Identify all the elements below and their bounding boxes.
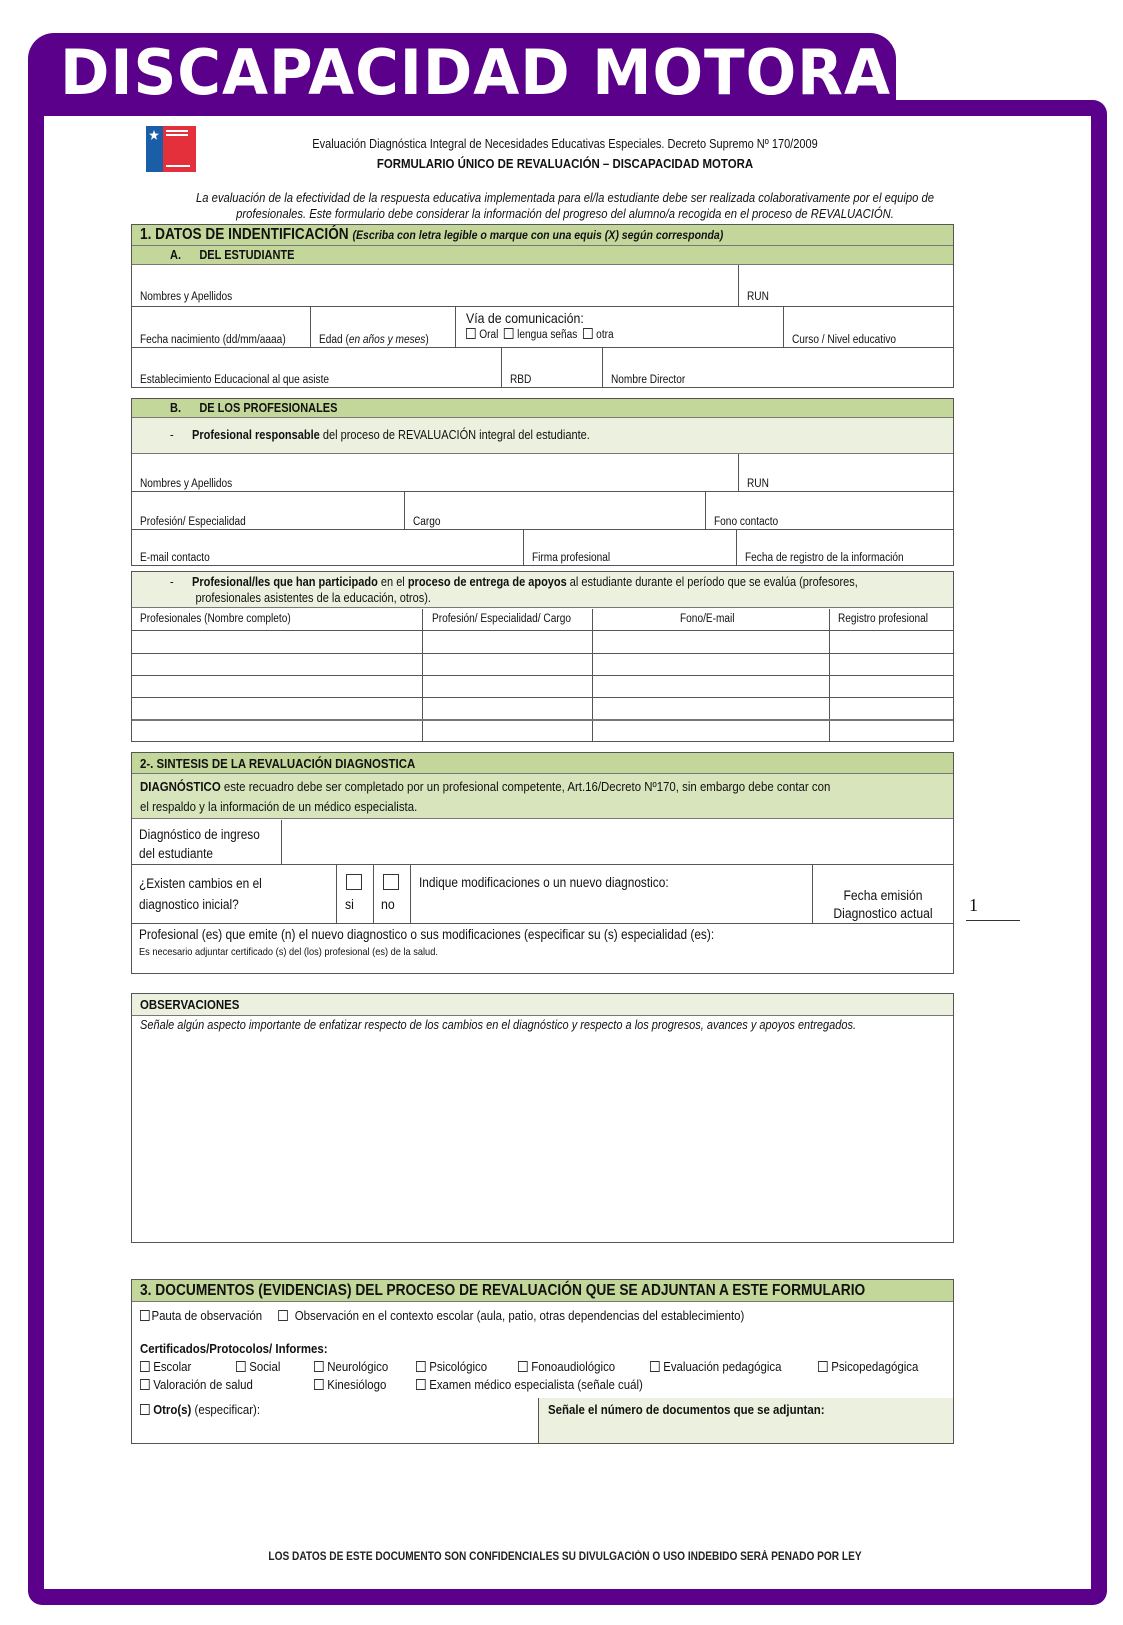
cert-label: Evaluación pedagógica xyxy=(663,1359,782,1374)
student-run-field[interactable] xyxy=(739,265,953,306)
cert-label: Psicopedagógica xyxy=(831,1359,919,1374)
prof-email-field[interactable] xyxy=(132,530,523,565)
prof-name-label: Nombres y Apellidos xyxy=(140,478,233,490)
divider xyxy=(132,630,953,631)
director-label: Nombre Director xyxy=(611,374,686,386)
otros-rest: (especificar): xyxy=(191,1402,261,1417)
cambios-line-1: ¿Existen cambios en el xyxy=(139,876,262,891)
diagnostic-text-1: este recuadro debe ser completado por un profesional competente, Art.16/Decreto Nº170, sin embargo debe contar con xyxy=(220,779,831,794)
responsable-text xyxy=(170,428,590,442)
professional-section xyxy=(131,398,954,566)
rbd-label: RBD xyxy=(510,374,532,386)
age-label-suffix: ) xyxy=(425,334,429,346)
prof-signature-field[interactable] xyxy=(524,530,736,565)
column-header: Registro profesional xyxy=(838,613,929,625)
cert-evaluacion-pedagogica[interactable] xyxy=(650,1359,782,1374)
student-name-label: Nombres y Apellidos xyxy=(140,291,233,303)
participants-mid: en el xyxy=(377,575,408,589)
pauta-label: Pauta de observación xyxy=(151,1308,263,1323)
prof-run-label: RUN xyxy=(747,478,769,490)
changes-no-option[interactable] xyxy=(374,865,410,923)
checkbox-icon[interactable] xyxy=(140,1310,150,1321)
modifications-field[interactable] xyxy=(411,865,812,923)
diagnosis-date-field[interactable] xyxy=(813,865,953,923)
checkbox-icon[interactable] xyxy=(583,328,593,339)
prof-specialty-field[interactable] xyxy=(132,492,404,529)
bullet-dash: - xyxy=(170,428,174,442)
participants-rest: al estudiante durante el período que se evalúa (profesores, xyxy=(566,575,858,589)
checkbox-icon[interactable] xyxy=(518,1361,528,1372)
header-decree: Evaluación Diagnóstica Integral de Necesidades Educativas Especiales. Decreto Supremo Nº 170/2009 xyxy=(312,137,818,151)
subsection-b-header xyxy=(132,399,953,418)
prof-specialty-label: Profesión/ Especialidad xyxy=(140,516,246,528)
banner-title: DISCAPACIDAD MOTORA xyxy=(60,36,891,109)
subsection-a-text: DEL ESTUDIANTE xyxy=(199,248,295,262)
checkbox-icon[interactable] xyxy=(236,1361,246,1372)
checkbox-icon[interactable] xyxy=(140,1379,150,1390)
responsable-note xyxy=(132,418,953,454)
cert-psicologico[interactable] xyxy=(416,1359,487,1374)
checkbox-icon[interactable] xyxy=(140,1361,150,1372)
changes-label-cell xyxy=(132,865,336,923)
school-label: Establecimiento Educacional al que asiste xyxy=(140,374,330,386)
column-header: Profesionales (Nombre completo) xyxy=(140,613,291,625)
option-oral-label: Oral xyxy=(479,329,499,341)
section3 xyxy=(131,1279,954,1444)
initial-diagnosis-field[interactable] xyxy=(282,820,953,864)
cert-kinesiologo[interactable] xyxy=(314,1377,386,1392)
director-field[interactable] xyxy=(603,348,953,387)
prof-cargo-field[interactable] xyxy=(405,492,705,529)
initial-diagnosis-label-cell xyxy=(132,820,281,864)
communication-options xyxy=(466,328,614,341)
cert-label: Valoración de salud xyxy=(153,1377,253,1392)
intro-text xyxy=(183,190,948,222)
diagnostic-text-2: el respaldo y la información de un médico especialista. xyxy=(140,799,418,814)
student-section xyxy=(131,224,954,388)
participants-table xyxy=(131,571,954,742)
cert-valoracion-salud[interactable] xyxy=(140,1377,253,1392)
checkbox-icon[interactable] xyxy=(466,328,476,339)
communication-label: Vía de comunicación: xyxy=(466,310,584,326)
diagnostic-note xyxy=(132,774,953,819)
other-documents-label xyxy=(140,1402,260,1417)
student-name-field[interactable] xyxy=(132,265,738,306)
option-otra[interactable] xyxy=(583,329,614,341)
initial-diagnosis-label xyxy=(139,825,260,863)
checkbox-icon[interactable] xyxy=(416,1361,426,1372)
prof-cargo-label: Cargo xyxy=(413,516,441,528)
participants-note xyxy=(132,572,953,608)
checkbox-icon[interactable] xyxy=(650,1361,660,1372)
subsection-a-header xyxy=(132,246,953,265)
section2 xyxy=(131,752,954,974)
subsection-a-title xyxy=(170,248,294,262)
observacion-label: Observación en el contexto escolar (aula, patio, otras dependencias del establecimiento) xyxy=(294,1308,745,1323)
section2-header xyxy=(132,753,953,774)
cert-label: Fonoaudiológico xyxy=(531,1359,616,1374)
participants-line-2: profesionales asistentes de la educación, otros). xyxy=(195,591,431,605)
cert-label: Psicológico xyxy=(429,1359,488,1374)
cert-fonoaudiologico[interactable] xyxy=(518,1359,615,1374)
registration-date-field[interactable] xyxy=(737,530,953,565)
age-label xyxy=(319,334,429,346)
subsection-b-title xyxy=(170,401,337,415)
checkbox-icon[interactable] xyxy=(504,328,514,339)
course-field[interactable] xyxy=(784,307,953,347)
section1-instruction: (Escriba con letra legible o marque con una equis (X) según corresponda) xyxy=(352,228,724,242)
attach-note: Es necesario adjuntar certificado (s) del (los) profesional (es) de la salud. xyxy=(139,946,438,958)
observations-hint: Señale algún aspecto importante de enfatizar respecto de los cambios en el diagnóstico y respecto a los progresos, avances y apoyos entregados. xyxy=(140,1018,857,1032)
subsection-b-text: DE LOS PROFESIONALES xyxy=(199,401,338,415)
cert-label: Examen médico especialista (señale cuál) xyxy=(429,1377,643,1392)
cert-escolar[interactable] xyxy=(140,1359,191,1374)
observations-title: OBSERVACIONES xyxy=(140,997,240,1012)
page-number-line xyxy=(966,920,1020,921)
cert-label: Escolar xyxy=(153,1359,192,1374)
participants-bold-2: proceso de entrega de apoyos xyxy=(407,575,567,589)
intro-line-2: profesionales. Este formulario debe considerar la información del progreso del alumno/a recogida en el proceso de REVALUACIÓN. xyxy=(236,207,894,221)
prof-signature-label: Firma profesional xyxy=(532,552,611,564)
checkbox-icon[interactable] xyxy=(383,874,399,890)
cert-examen-medico[interactable] xyxy=(416,1377,643,1392)
checkbox-icon[interactable] xyxy=(818,1361,828,1372)
table-row[interactable] xyxy=(132,653,953,654)
other-documents-field[interactable] xyxy=(132,1398,538,1443)
column-header: Profesión/ Especialidad/ Cargo xyxy=(432,613,571,625)
subsection-b-letter: B. xyxy=(170,401,181,415)
page-number: 1 xyxy=(969,895,978,915)
prof-name-field[interactable] xyxy=(132,454,738,491)
certificates-label: Certificados/Protocolos/ Informes: xyxy=(140,1341,328,1356)
responsable-rest: del proceso de REVALUACIÓN integral del estudiante. xyxy=(319,428,590,442)
prof-phone-field[interactable] xyxy=(706,492,953,529)
option-pauta[interactable] xyxy=(140,1308,262,1323)
participants-bold-1: Profesional/les que han participado xyxy=(192,575,378,589)
cert-label: Neurológico xyxy=(327,1359,389,1374)
otros-bold: Otro(s) xyxy=(153,1402,192,1417)
cert-label: Kinesiólogo xyxy=(327,1377,387,1392)
school-field[interactable] xyxy=(132,348,501,387)
age-field[interactable] xyxy=(311,307,455,347)
communication-field xyxy=(456,307,783,347)
participants-text xyxy=(170,574,858,606)
checkbox-icon[interactable] xyxy=(140,1404,150,1415)
birthdate-field[interactable] xyxy=(132,307,310,347)
new-diagnosis-professional-field[interactable] xyxy=(132,924,953,973)
responsable-bold: Profesional responsable xyxy=(192,428,320,442)
option-otra-label: otra xyxy=(596,329,614,341)
diagnostic-note-text xyxy=(140,777,830,817)
ingreso-line-1: Diagnóstico de ingreso xyxy=(139,827,260,842)
student-run-label: RUN xyxy=(747,291,769,303)
checkbox-icon[interactable] xyxy=(314,1361,324,1372)
registration-date-label: Fecha de registro de la información xyxy=(745,552,904,564)
checkbox-icon[interactable] xyxy=(346,874,362,890)
column-header: Fono/E-mail xyxy=(680,613,735,625)
table-row[interactable] xyxy=(132,719,953,721)
fecha-line-2: Diagnostico actual xyxy=(833,906,933,921)
logo-red-block xyxy=(163,126,196,172)
checkbox-icon[interactable] xyxy=(416,1379,426,1390)
logo-star-icon xyxy=(146,126,163,172)
diagnosis-date-label xyxy=(820,887,946,923)
option-oral[interactable] xyxy=(466,329,498,341)
modifications-label: Indique modificaciones o un nuevo diagnostico: xyxy=(419,875,669,890)
observations-box[interactable] xyxy=(131,993,954,1243)
observations-header xyxy=(132,994,953,1016)
rbd-field[interactable] xyxy=(502,348,602,387)
observation-options xyxy=(140,1308,744,1323)
table-row[interactable] xyxy=(132,697,953,698)
section3-title: 3. DOCUMENTOS (EVIDENCIAS) DEL PROCESO DE REVALUACIÓN QUE SE ADJUNTAN A ESTE FORMULARIO xyxy=(140,1282,866,1299)
document-count-label: Señale el número de documentos que se adjuntan: xyxy=(548,1402,825,1417)
checkbox-icon[interactable] xyxy=(278,1310,288,1321)
diagnostic-bold: DIAGNÓSTICO xyxy=(140,779,221,794)
bullet-dash: - xyxy=(170,575,174,589)
course-label: Curso / Nivel educativo xyxy=(792,334,897,346)
prof-run-field[interactable] xyxy=(739,454,953,491)
section1-title xyxy=(140,226,723,244)
fecha-line-1: Fecha emisión xyxy=(843,888,923,903)
emits-label: Profesional (es) que emite (n) el nuevo diagnostico o sus modificaciones (especificar su (s) especialidad (es): xyxy=(139,927,715,942)
option-lengua-senas[interactable] xyxy=(504,329,577,341)
table-row[interactable] xyxy=(132,675,953,676)
age-label-italic: en años y meses xyxy=(348,334,426,346)
section1-title-text: 1. DATOS DE INDENTIFICACIÓN xyxy=(140,226,349,243)
section2-title: 2-. SINTESIS DE LA REVALUACIÓN DIAGNOSTICA xyxy=(140,756,416,771)
option-senas-label: lengua señas xyxy=(517,329,578,341)
checkbox-icon[interactable] xyxy=(314,1379,324,1390)
document-count-field[interactable] xyxy=(538,1398,953,1443)
cert-label: Social xyxy=(249,1359,281,1374)
prof-phone-label: Fono contacto xyxy=(714,516,779,528)
confidentiality-footer: LOS DATOS DE ESTE DOCUMENTO SON CONFIDENCIALES SU DIVULGACIÓN O USO INDEBIDO SERÁ PENADO POR LEY xyxy=(268,1551,862,1563)
no-label: no xyxy=(381,896,395,912)
age-label-prefix: Edad ( xyxy=(319,334,349,346)
cambios-line-2: diagnostico inicial? xyxy=(139,897,239,912)
changes-label xyxy=(139,873,262,915)
cert-social[interactable] xyxy=(236,1359,280,1374)
ministry-logo xyxy=(146,126,196,172)
changes-yes-option[interactable] xyxy=(337,865,373,923)
ingreso-line-2: del estudiante xyxy=(139,846,213,861)
section1-header xyxy=(132,225,953,246)
birthdate-label: Fecha nacimiento (dd/mm/aaaa) xyxy=(140,334,286,346)
form-title: FORMULARIO ÚNICO DE REVALUACIÓN – DISCAPACIDAD MOTORA xyxy=(376,156,754,171)
yes-label: si xyxy=(345,896,354,912)
section3-header xyxy=(132,1280,953,1302)
subsection-a-letter: A. xyxy=(170,248,181,262)
prof-email-label: E-mail contacto xyxy=(140,552,210,564)
option-observacion[interactable] xyxy=(278,1308,744,1323)
cert-psicopedagogica[interactable] xyxy=(818,1359,918,1374)
intro-line-1: La evaluación de la efectividad de la respuesta educativa implementada para el/la estudiante debe ser realizada colaborativamente por el equipo de xyxy=(196,191,934,205)
cert-neurologico[interactable] xyxy=(314,1359,388,1374)
